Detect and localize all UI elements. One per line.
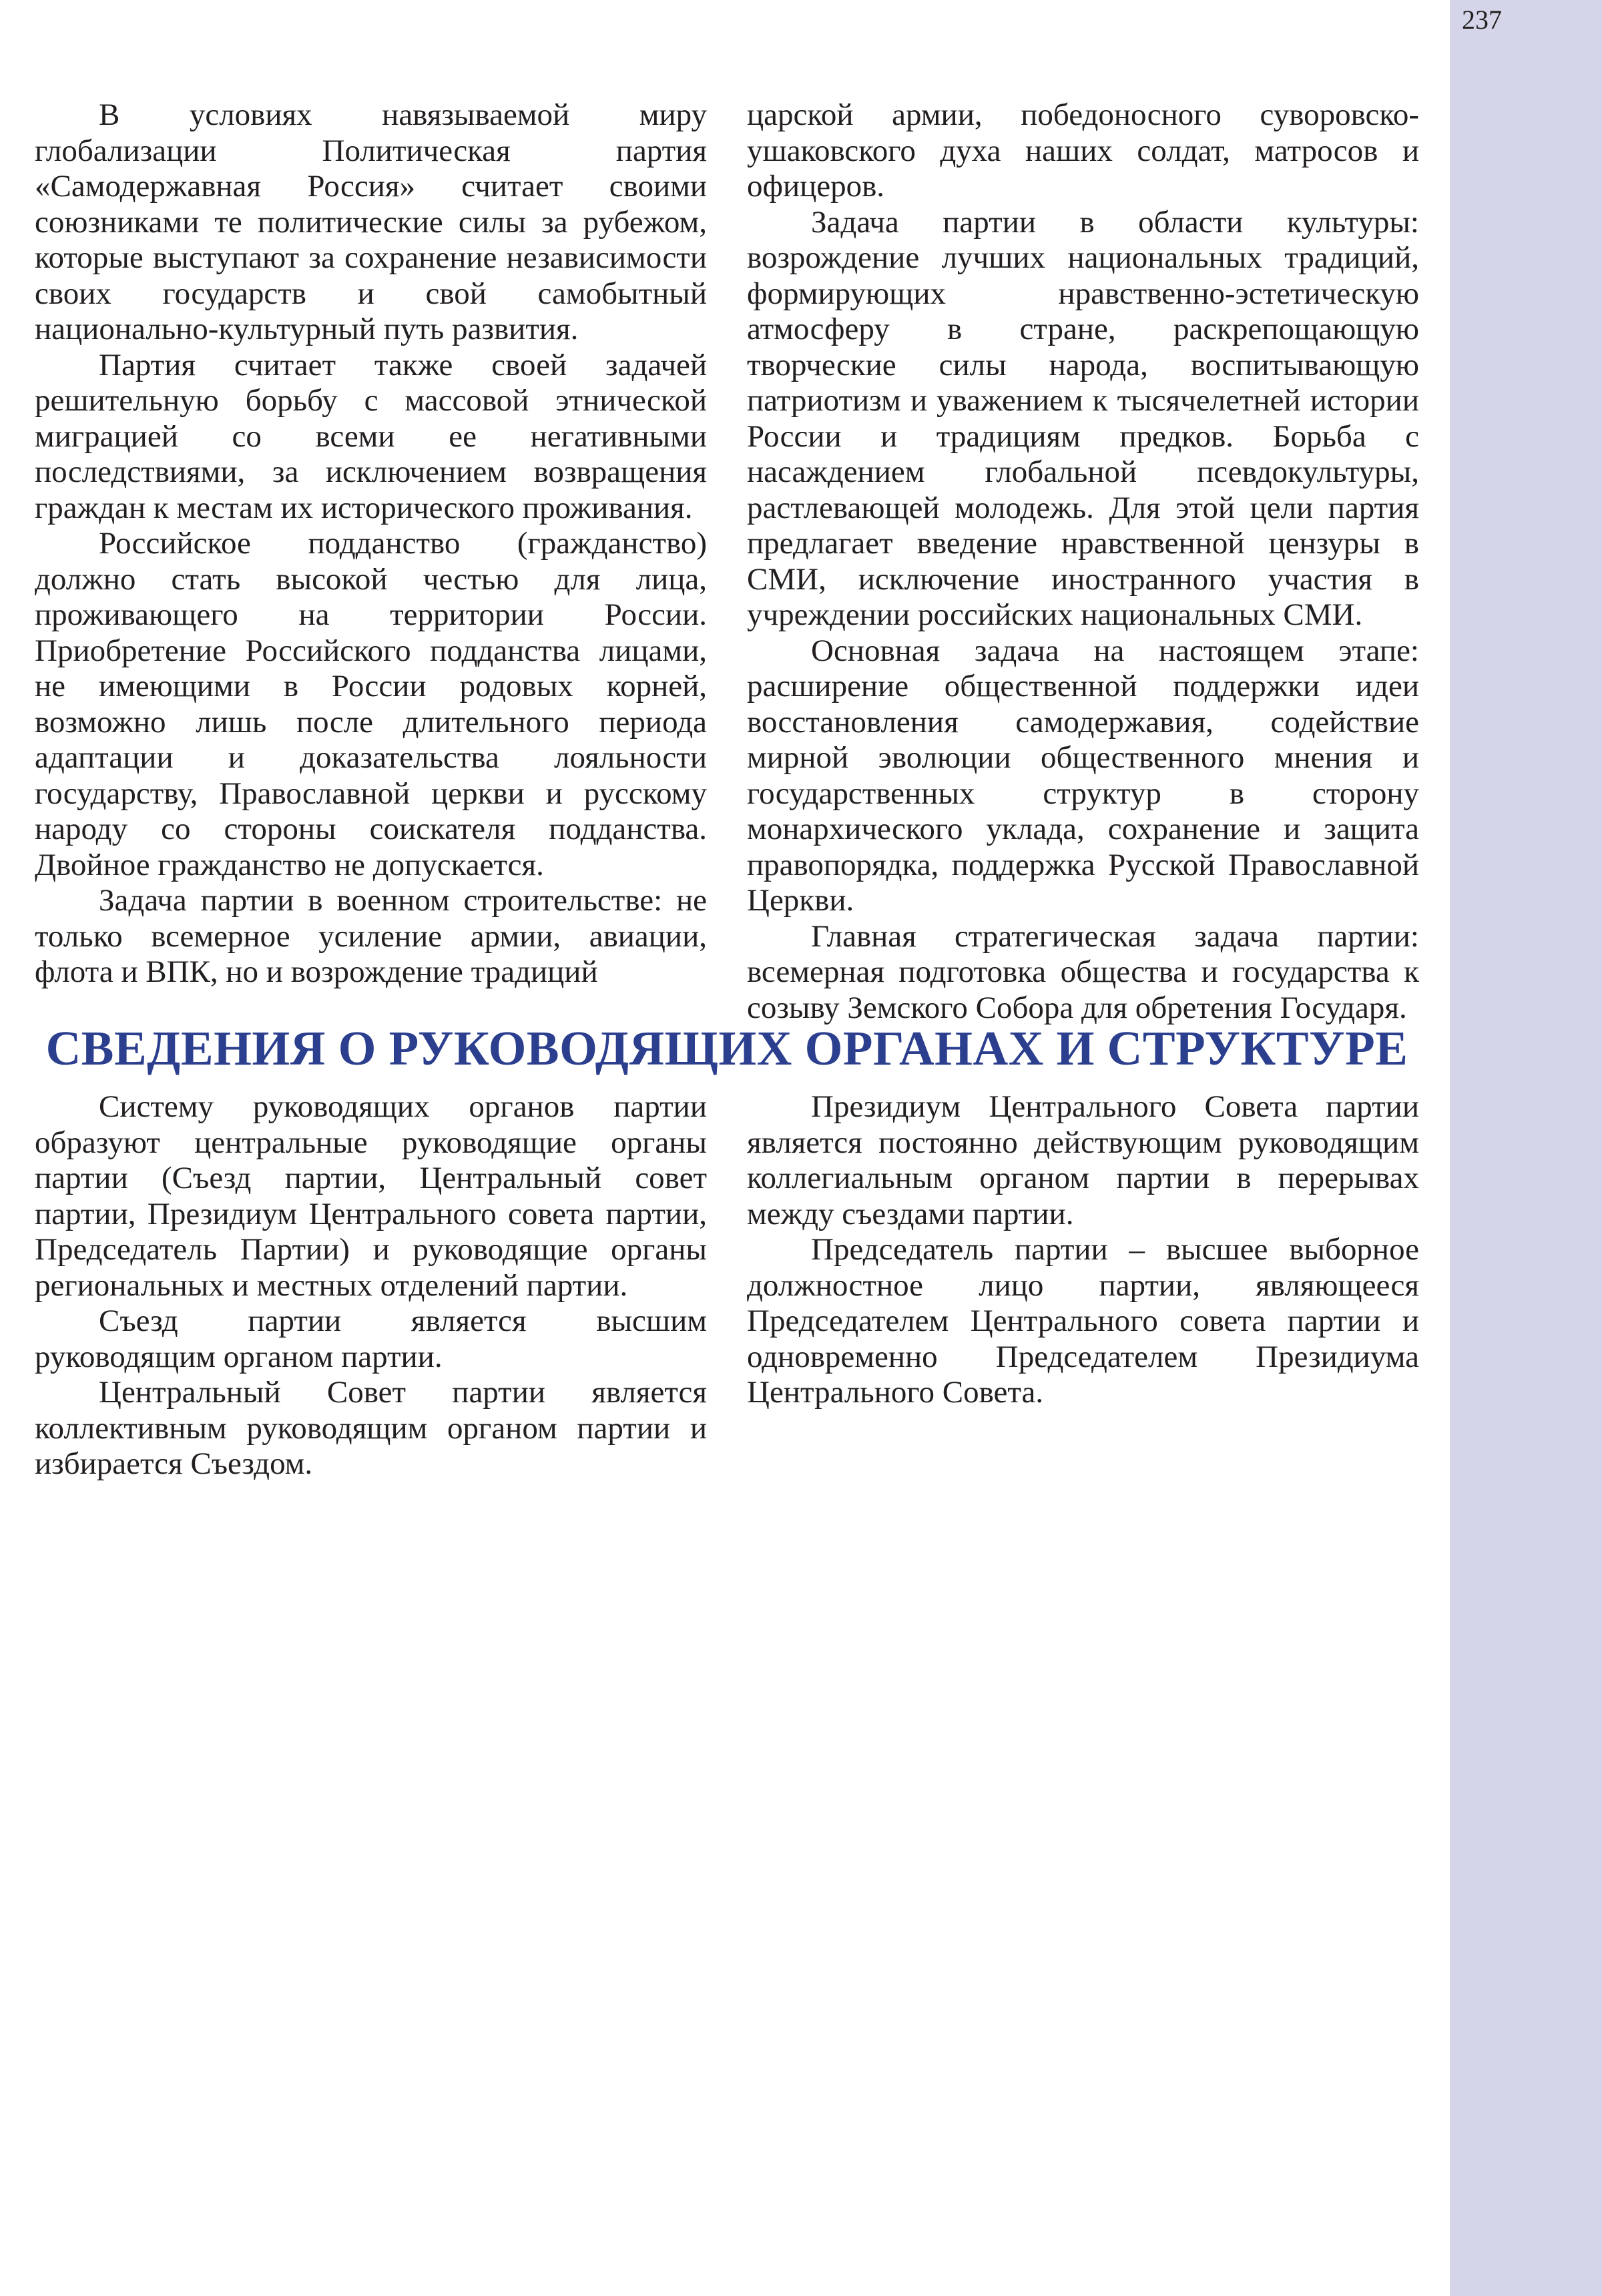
paragraph-central-council: Центральный Совет партии является коллективным руководящим органом партии и избирается Съездом. — [35, 1375, 707, 1481]
paragraph-congress: Съезд партии является высшим руководящим органом партии. — [35, 1304, 707, 1374]
paragraph-culture: Задача партии в области культуры: возрождение лучших национальных традиций, формирующих нравственно-эстетическую атмосферу в стране, раскрепощающую творческие силы народа, воспитывающую патриотизм и уважением к тысячелетней истории России и традициям предков. Борьба с насаждением глобальной псевдокультуры, растлевающей молодежь. Для этой цели партия предлагает введение нравственной цензуры в СМИ, исключение иностранного участия в учреждении российских национальных СМИ. — [747, 204, 1419, 632]
paragraph-military-continuation: царской армии, победоносного суворовско-ушаковского духа наших солдат, матросов и офицеров. — [747, 97, 1419, 204]
paragraph-strategic-task: Главная стратегическая задача партии: всемерная подготовка общества и государства к созыву Земского Собора для обретения Государя. — [747, 918, 1419, 1025]
paragraph-military: Задача партии в военном строительстве: не только всемерное усиление армии, авиации, флота и ВПК, но и возрождение традиций — [35, 883, 707, 989]
paragraph-presidium: Президиум Центрального Совета партии является постоянно действующим руководящим коллегиальным органом партии в перерывах между съездами партии. — [747, 1089, 1419, 1231]
bottom-right-column — [747, 1089, 1419, 1411]
paragraph-migration: Партия считает также своей задачей решительную борьбу с массовой этнической миграцией со всеми ее негативными последствиями, за исключением возвращения граждан к местам их исторического проживания. — [35, 347, 707, 525]
paragraph-citizenship: Российское подданство (гражданство) должно стать высокой честью для лица, проживающего на территории России. Приобретение Российского подданства лицами, не имеющими в России родовых корней, возможно лишь после длительного периода адаптации и доказательства лояльности государству, Православной церкви и русскому народу со стороны соискателя подданства. Двойное гражданство не допускается. — [35, 526, 707, 882]
bottom-left-column — [35, 1089, 707, 1482]
top-right-column — [747, 97, 1419, 1026]
page-side-strip — [1450, 0, 1602, 2296]
paragraph-main-task: Основная задача на настоящем этапе: расширение общественной поддержки идеи восстановления самодержавия, содействие мирной эволюции общественного мнения и государственных структур в сторону монархического уклада, сохранение и защита правопорядка, поддержка Русской Православной Церкви. — [747, 633, 1419, 918]
page-number: 237 — [1462, 5, 1502, 35]
paragraph-chairman: Председатель партии – высшее выборное должностное лицо партии, являющееся Председателем Центрального совета партии и одновременно Председателем Президиума Центрального Совета. — [747, 1232, 1419, 1410]
paragraph-globalization: В условиях навязываемой миру глобализации Политическая партия «Самодержавная Россия» считает своими союзниками те политические силы за рубежом, которые выступают за сохранение независимости своих государств и свой самобытный национально-культурный путь развития. — [35, 97, 707, 346]
paragraph-governing-bodies: Систему руководящих органов партии образуют центральные руководящие органы партии (Съезд партии, Центральный совет партии, Президиум Центрального совета партии, Председатель Партии) и руководящие органы региональных и местных отделений партии. — [35, 1089, 707, 1303]
section-heading: СВЕДЕНИЯ О РУКОВОДЯЩИХ ОРГАНАХ И СТРУКТУРЕ — [45, 1021, 1408, 1075]
top-left-column — [35, 97, 707, 990]
